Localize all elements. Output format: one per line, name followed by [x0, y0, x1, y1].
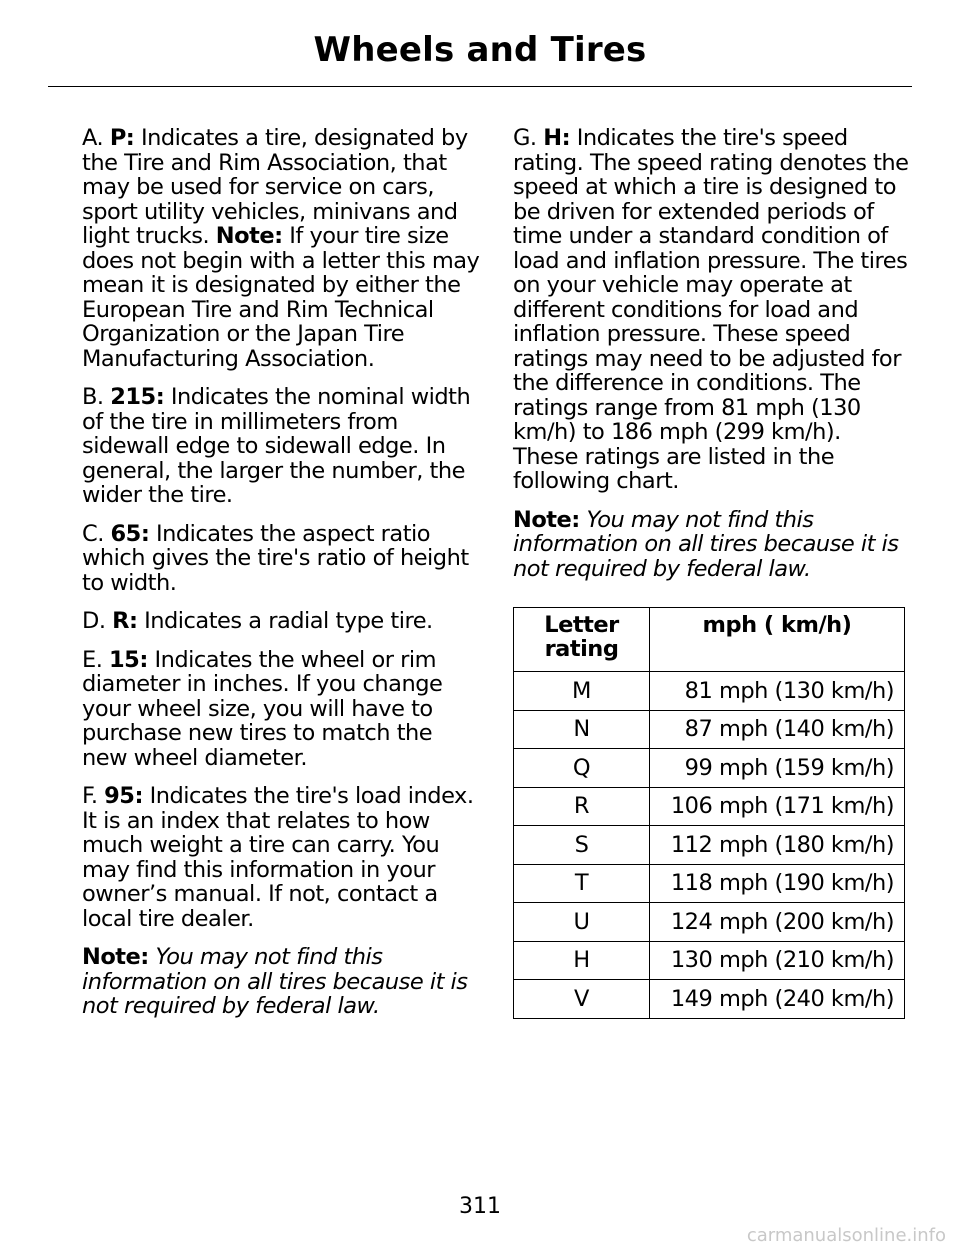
item-prefix: G. — [513, 125, 544, 151]
header-letter-rating: Letter rating — [514, 608, 650, 672]
item-text: Indicates the wheel or rim diameter in inches. If you change your wheel size, you will have to purchase new tires to match the new wheel diameter. — [82, 646, 443, 771]
item-label: P: — [109, 125, 135, 151]
letter-cell: M — [514, 672, 650, 711]
watermark: carmanualsonline.info — [746, 1225, 946, 1246]
speed-cell: 87 mph (140 km/h) — [650, 710, 905, 749]
speed-cell: 149 mph (240 km/h) — [650, 980, 905, 1019]
item-prefix: F. — [82, 783, 105, 809]
note-text: You may not find this information on all tires because it is not required by federal law. — [513, 506, 899, 582]
note-label: Note: — [513, 506, 580, 533]
note-text: You may not find this information on all tires because it is not required by federal law. — [82, 944, 468, 1019]
item-prefix: B. — [82, 384, 111, 410]
speed-cell: 99 mph (159 km/h) — [650, 749, 905, 788]
header-speed: mph ( km/h) — [650, 608, 905, 672]
table-row — [514, 672, 905, 711]
left-column — [82, 126, 480, 1033]
letter-cell: U — [514, 903, 650, 942]
paragraph-f — [82, 784, 480, 931]
item-prefix: E. — [82, 646, 110, 673]
table-row — [514, 903, 905, 942]
table-row — [514, 787, 905, 826]
item-label: 65: — [110, 520, 150, 547]
inline-note-text: If your tire size does not begin with a letter this may mean it is designated by either the European Tire and Rim Technical Organization or the Japan Tire Manufacturing Association. — [82, 223, 480, 372]
speed-rating-table — [513, 607, 905, 1019]
item-label: R: — [112, 608, 138, 634]
paragraph-e — [82, 648, 480, 771]
item-label: 215: — [110, 384, 165, 410]
item-prefix: C. — [82, 520, 111, 547]
letter-cell: T — [514, 864, 650, 903]
item-text: Indicates the aspect ratio which gives the tire's ratio of height to width. — [82, 520, 469, 596]
paragraph-d — [82, 609, 480, 634]
note-paragraph — [82, 945, 480, 1019]
page-number: 311 — [459, 1194, 501, 1219]
paragraph-c — [82, 522, 480, 596]
item-label: 95: — [104, 783, 143, 809]
paragraph-b — [82, 385, 480, 508]
item-text: Indicates a radial type tire. — [137, 608, 433, 634]
speed-cell: 112 mph (180 km/h) — [650, 826, 905, 865]
page-title: Wheels and Tires — [313, 30, 647, 70]
table-row — [514, 980, 905, 1019]
note-label: Note: — [82, 944, 149, 970]
item-prefix: D. — [82, 608, 113, 634]
table-row — [514, 710, 905, 749]
speed-cell: 130 mph (210 km/h) — [650, 941, 905, 980]
item-label: 15: — [109, 646, 148, 673]
letter-cell: H — [514, 941, 650, 980]
letter-cell: R — [514, 787, 650, 826]
speed-cell: 106 mph (171 km/h) — [650, 787, 905, 826]
speed-cell: 124 mph (200 km/h) — [650, 903, 905, 942]
table-row — [514, 864, 905, 903]
item-label: H: — [543, 125, 571, 151]
right-column — [513, 126, 911, 1019]
speed-cell: 81 mph (130 km/h) — [650, 672, 905, 711]
item-text: Indicates the nominal width of the tire in millimeters from sidewall edge to sidewall edge. In general, the larger the number, the wider the tire. — [82, 384, 471, 508]
table-row — [514, 941, 905, 980]
letter-cell: N — [514, 710, 650, 749]
item-text: Indicates the tire's load index. It is an index that relates to how much weight a tire can carry. You may find this information in your owner’s manual. If not, contact a local tire dealer. — [82, 783, 474, 932]
table-header-row — [514, 608, 905, 672]
item-text: Indicates a tire, designated by the Tire and Rim Association, that may be used for service on cars, sport utility vehicles, minivans and light trucks. — [82, 125, 468, 249]
paragraph-g — [513, 126, 911, 494]
title-divider — [48, 86, 912, 87]
note-paragraph — [513, 508, 911, 582]
table-row — [514, 826, 905, 865]
letter-cell: V — [514, 980, 650, 1019]
paragraph-a — [82, 126, 480, 371]
item-prefix: A. — [82, 125, 110, 151]
item-text: Indicates the tire's speed rating. The speed rating denotes the speed at which a tire is designed to be driven for extended periods of time under a standard condition of load and inflation pressure. The tires on your vehicle may operate at different conditions for load and inflation pressure. These speed ratings may need to be adjusted for the difference in conditions. The ratings range from 81 mph (130 km/h) to 186 mph (299 km/h). These ratings are listed in the following chart. — [513, 125, 909, 494]
letter-cell: S — [514, 826, 650, 865]
speed-cell: 118 mph (190 km/h) — [650, 864, 905, 903]
inline-note-label: Note: — [215, 223, 283, 249]
table-row — [514, 749, 905, 788]
letter-cell: Q — [514, 749, 650, 788]
